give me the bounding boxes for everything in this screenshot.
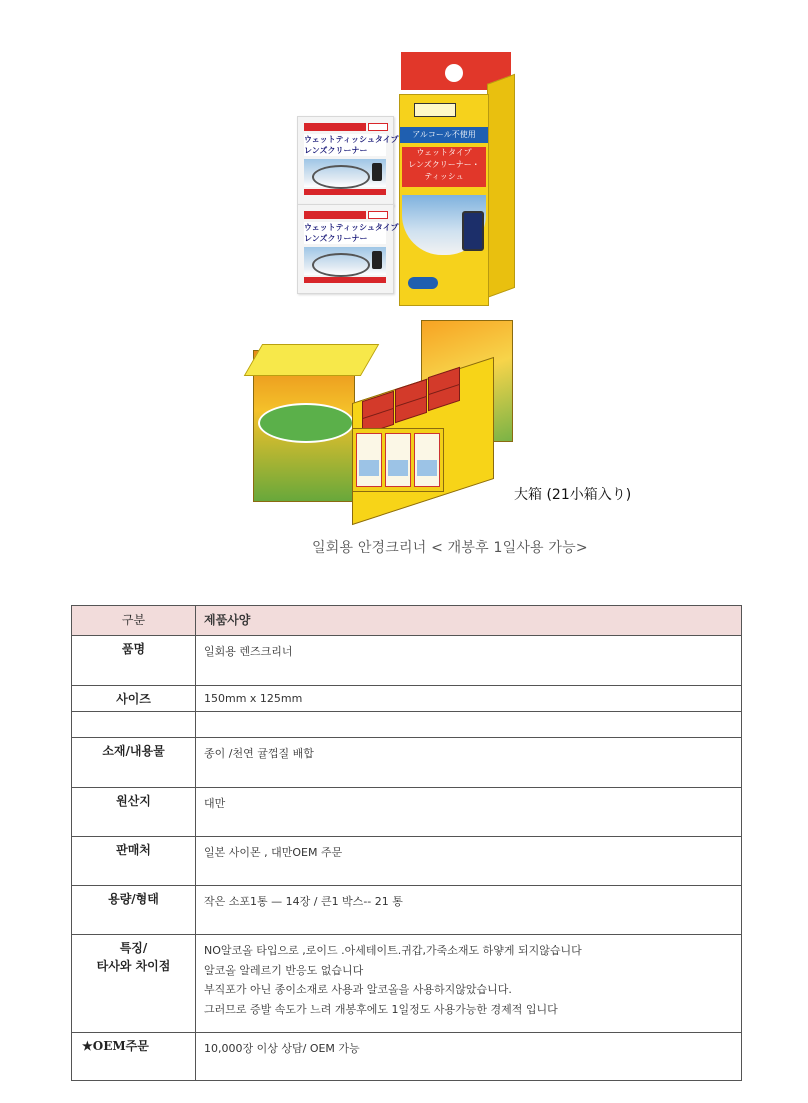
row-label: 소재/내용물 <box>72 738 196 788</box>
feature-line: 그러므로 증발 속도가 느려 개봉후에도 1일정도 사용가능한 경제적 입니다 <box>204 1002 558 1016</box>
row-label: 품명 <box>72 636 196 686</box>
table-header-row <box>72 606 742 636</box>
feature-line: 알코올 알레르기 반응도 없습니다 <box>204 963 364 977</box>
single-product-box: アルコール不使用 ウェットタイプ レンズクリーナー・ ティッシュ <box>399 94 489 306</box>
table-row-size <box>72 686 742 712</box>
row-value: 대만 <box>196 788 742 837</box>
header-label: 구분 <box>72 606 196 636</box>
table-row-features <box>72 935 742 1033</box>
table-row-name <box>72 636 742 686</box>
table-row-origin <box>72 788 742 837</box>
table-row-material <box>72 738 742 788</box>
row-value: 일회용 렌즈크리너 <box>196 636 742 686</box>
row-label: 원산지 <box>72 788 196 837</box>
row-label: 사이즈 <box>72 686 196 712</box>
feature-line: 부직포가 아닌 종이소재로 사용과 알코올을 사용하지않았습니다. <box>204 983 512 996</box>
row-label-line: 특징/ <box>119 941 148 955</box>
table-row-oem <box>72 1033 742 1081</box>
product-caption: 일회용 안경크리너 < 개봉후 1일사용 가능> <box>312 540 588 556</box>
table-row-seller <box>72 837 742 886</box>
row-value <box>196 712 742 738</box>
row-label <box>72 712 196 738</box>
header-value: 제품사양 <box>196 606 742 636</box>
row-label-line: 타사와 차이점 <box>96 959 171 973</box>
table-row-capacity <box>72 886 742 935</box>
row-value: 종이 /천연 귤껍질 배합 <box>196 738 742 788</box>
row-value: 10,000장 이상 상담/ OEM 가능 <box>196 1033 742 1081</box>
feature-line: NO알코올 타입으로 ,로이드 .아세테이트.귀갑,가죽소재도 하얗게 되지않습니다 <box>204 944 582 957</box>
sachet-packet-bottom: ウェットティッシュタイプ レンズクリーナー <box>297 204 394 294</box>
row-label: 용량/형태 <box>72 886 196 935</box>
table-row-empty <box>72 712 742 738</box>
big-box-label: 大箱 (21小箱入り) <box>514 487 632 503</box>
sachet-packet-top: ウェットティッシュタイプ レンズクリーナー <box>297 116 394 206</box>
spec-table <box>71 605 742 1081</box>
big-box-lid <box>244 344 379 376</box>
display-box-front <box>352 428 444 492</box>
box-side <box>487 74 515 298</box>
row-value: 150mm x 125mm <box>196 686 742 712</box>
row-value: 일본 사이몬 , 대만OEM 주문 <box>196 837 742 886</box>
row-label: ★OEM주문 <box>72 1033 196 1081</box>
row-label: 판매처 <box>72 837 196 886</box>
row-label <box>72 935 196 1033</box>
row-value: 작은 소포1통 — 14장 / 큰1 박스-- 21 통 <box>196 886 742 935</box>
row-value <box>196 935 742 1033</box>
